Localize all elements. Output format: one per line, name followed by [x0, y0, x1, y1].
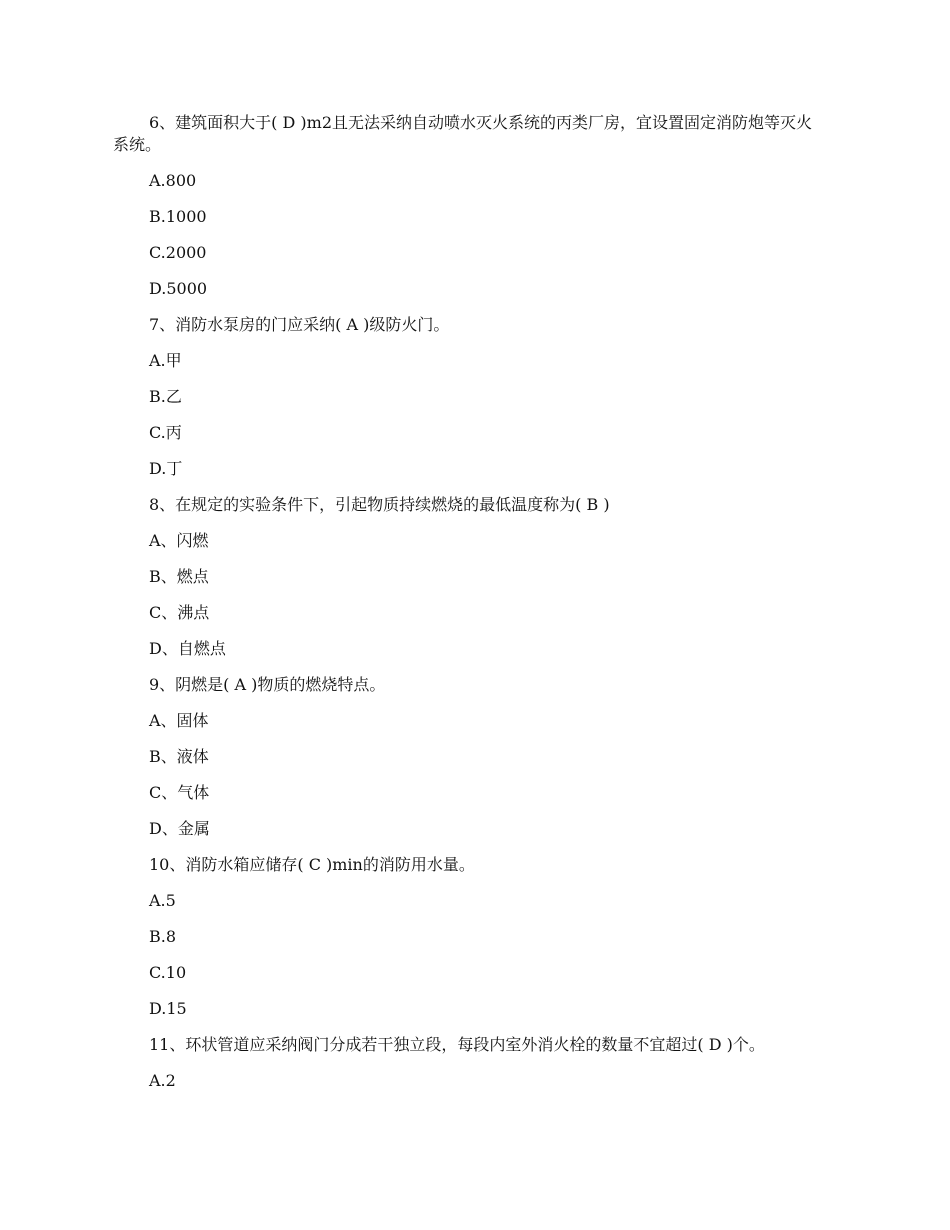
- answer-option: B、液体: [149, 747, 209, 766]
- answer-option: A、固体: [149, 711, 209, 730]
- question-block: [113, 112, 825, 300]
- answer-option: B、燃点: [149, 567, 209, 586]
- question-block: [113, 1034, 825, 1092]
- answer-option: D、金属: [149, 819, 210, 838]
- question-block: [113, 494, 825, 660]
- answer-option: D、自燃点: [149, 639, 226, 658]
- answer-option: C、沸点: [149, 603, 210, 622]
- answer-option: A.甲: [149, 351, 182, 370]
- question-block: [113, 314, 825, 480]
- answer-option: D.15: [149, 999, 187, 1018]
- answer-option: B.乙: [149, 387, 182, 406]
- answer-option: B.8: [149, 927, 177, 946]
- answer-option: C、气体: [149, 783, 210, 802]
- question-stem: 7、消防水泵房的门应采纳( A )级防火门。: [149, 315, 450, 334]
- answer-option: C.2000: [149, 243, 207, 262]
- answer-option: C.丙: [149, 423, 182, 442]
- question-block: [113, 854, 825, 1020]
- question-block: [113, 674, 825, 840]
- question-stem: 11、环状管道应采纳阀门分成若干独立段，每段内室外消火栓的数量不宜超过( D )个。: [149, 1035, 765, 1054]
- answer-option: A.800: [149, 171, 197, 190]
- question-stem: 8、在规定的实验条件下，引起物质持续燃烧的最低温度称为( B ): [149, 495, 610, 514]
- answer-option: D.丁: [149, 459, 183, 478]
- answer-option: B.1000: [149, 207, 207, 226]
- question-stem: 10、消防水箱应储存( C )min的消防用水量。: [149, 855, 475, 874]
- answer-option: C.10: [149, 963, 187, 982]
- question-stem: 6、建筑面积大于( D )m2且无法采纳自动喷水灭火系统的丙类厂房，宜设置固定消防炮等灭火系统。: [113, 113, 813, 154]
- question-stem: 9、阴燃是( A )物质的燃烧特点。: [149, 675, 386, 694]
- answer-option: A.2: [149, 1071, 176, 1090]
- document-body: [113, 112, 825, 1106]
- answer-option: D.5000: [149, 279, 208, 298]
- answer-option: A.5: [149, 891, 176, 910]
- answer-option: A、闪燃: [149, 531, 209, 550]
